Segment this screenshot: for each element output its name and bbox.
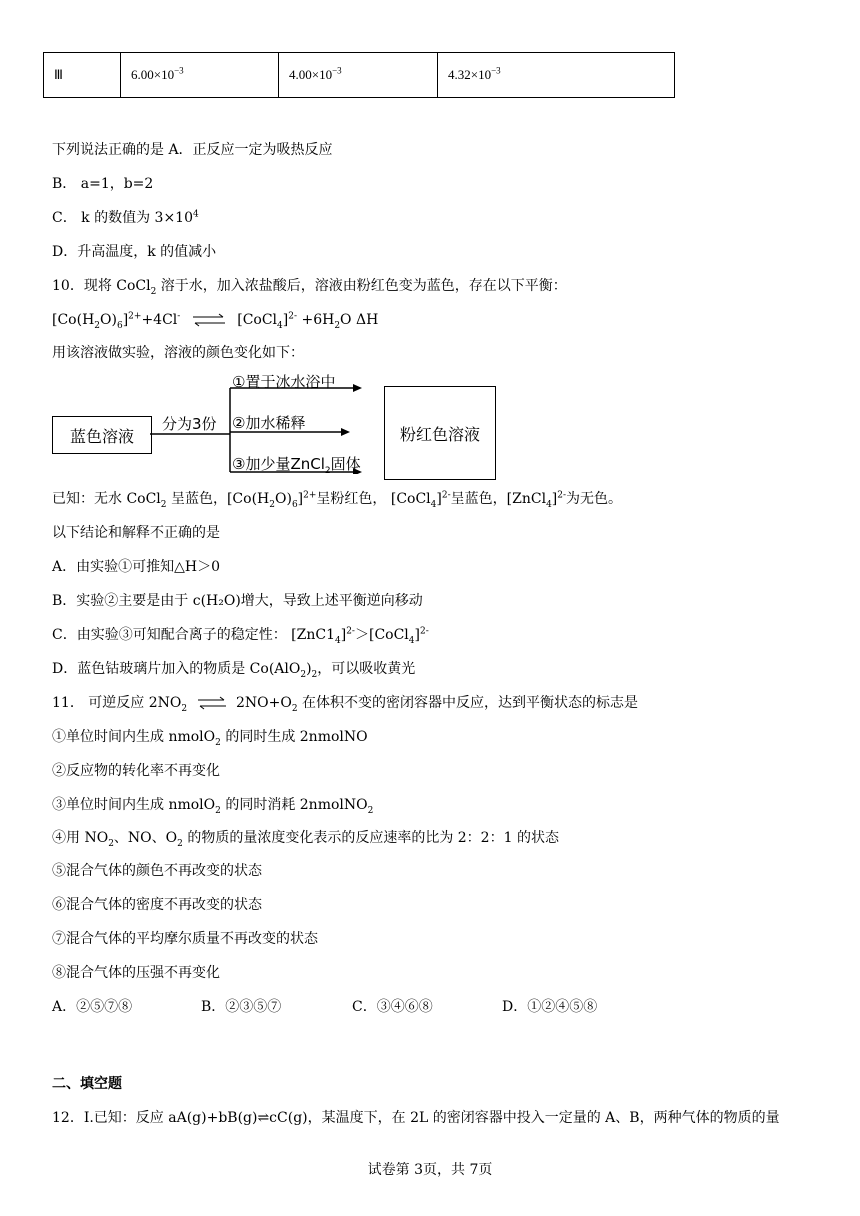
table-cell: Ⅲ [44,53,121,98]
blue-solution-box: 蓝色溶液 [52,416,152,454]
table-row [44,53,675,98]
section-title: 二、填空题 [52,1076,122,1092]
equilibrium-arrow-icon [194,696,230,710]
q10-option-b: B．实验②主要是由于 c(H₂O)增大，导致上述平衡逆向移动 [52,593,423,609]
q10-ask: 以下结论和解释不正确的是 [52,525,220,541]
q11-choice-d: D．①②④⑤⑧ [502,999,598,1015]
step-1-label: ①置于冰水浴中 [232,373,336,391]
q10-option-d: D．蓝色钴玻璃片加入的物质是 $Co(AlO_2)_2$，可以吸收黄光 [52,661,416,680]
q11-choice-c: C．③④⑥⑧ [352,999,433,1015]
q10-option-a: A．由实验①可推知△H＞0 [52,559,220,575]
q10-option-c: C．由实验③可知配合离子的稳定性： $[ZnC1_4]^{2-}>[CoCl_4]^{2-}$ [52,626,429,646]
q11-choice-b: B．②③⑤⑦ [201,999,282,1015]
step-2-label: ②加水稀释 [232,414,306,432]
step-3-label: ③加少量ZnCl$_2$固体 [232,455,361,476]
q10-intro: 用该溶液做实验，溶液的颜色变化如下： [52,345,304,361]
data-table [43,52,675,98]
q11-item-3: ③单位时间内生成 nmolO$_2$ 的同时消耗 2nmolNO$_2$ [52,797,374,816]
q9-option-c: C． k 的数值为 $3\times 10^4$ [52,209,199,226]
equilibrium-arrow-icon [189,313,229,327]
q12-stem: 12．Ⅰ.已知：反应 aA(g)+bB(g)⇌cC(g)，某温度下，在 2L 的密闭容器中投入一定量的 A、B，两种气体的物质的量 [52,1110,780,1126]
q11-stem: 11． 可逆反应 $2NO_2$ $2NO+O_2$ 在体积不变的密闭容器中反应，达到平衡状态的标志是 [52,695,639,714]
table-cell: $4.00\times 10^{-3}$ [279,53,438,98]
q11-item-8: ⑧混合气体的压强不再变化 [52,965,220,981]
page-footer: 试卷第 3页，共 7页 [367,1162,493,1178]
q10-stem: 10．现将 CoCl$_2$ 溶于水，加入浓盐酸后，溶液由粉红色变为蓝色，存在以下平衡： [52,278,567,297]
q11-item-6: ⑥混合气体的密度不再改变的状态 [52,897,262,913]
q11-choice-a: A．②⑤⑦⑧ [52,999,133,1015]
q11-item-2: ②反应物的转化率不再变化 [52,763,220,779]
q11-item-5: ⑤混合气体的颜色不再改变的状态 [52,863,262,879]
pink-solution-box: 粉红色溶液 [384,386,496,480]
table-cell: $6.00\times 10^{-3}$ [121,53,279,98]
split-label: 分为3份 [162,415,217,433]
table-cell: $4.32\times 10^{-3}$ [438,53,675,98]
q11-item-7: ⑦混合气体的平均摩尔质量不再改变的状态 [52,931,318,947]
q9-option-b: B． a=1，b=2 [52,176,154,192]
q10-known: 已知：无水 CoCl$_2$ 呈蓝色，$[Co(H_2O)_6]^{2+}$呈粉红色， [CoCl$_4$]$^{2-}$呈蓝色，[ZnCl$_4$]$^{2-}$为无色。 [52,490,623,510]
q11-item-4: ④用 $NO_2$、NO、$O_2$ 的物质的量浓度变化表示的反应速率的比为 2：2：1 的状态 [52,830,559,849]
q11-item-1: ①单位时间内生成 nmolO$_2$ 的同时生成 2nmolNO [52,729,368,748]
q10-equation: $[Co(H_2O)_6]^{2+}+4Cl^-$ [CoCl$_4$]$^{2-}$ $+6H_2O$ ΔH [52,311,379,331]
q9-stem: 下列说法正确的是 A．正反应一定为吸热反应 [52,142,333,158]
q9-option-d: D．升高温度，k 的值减小 [52,244,217,260]
